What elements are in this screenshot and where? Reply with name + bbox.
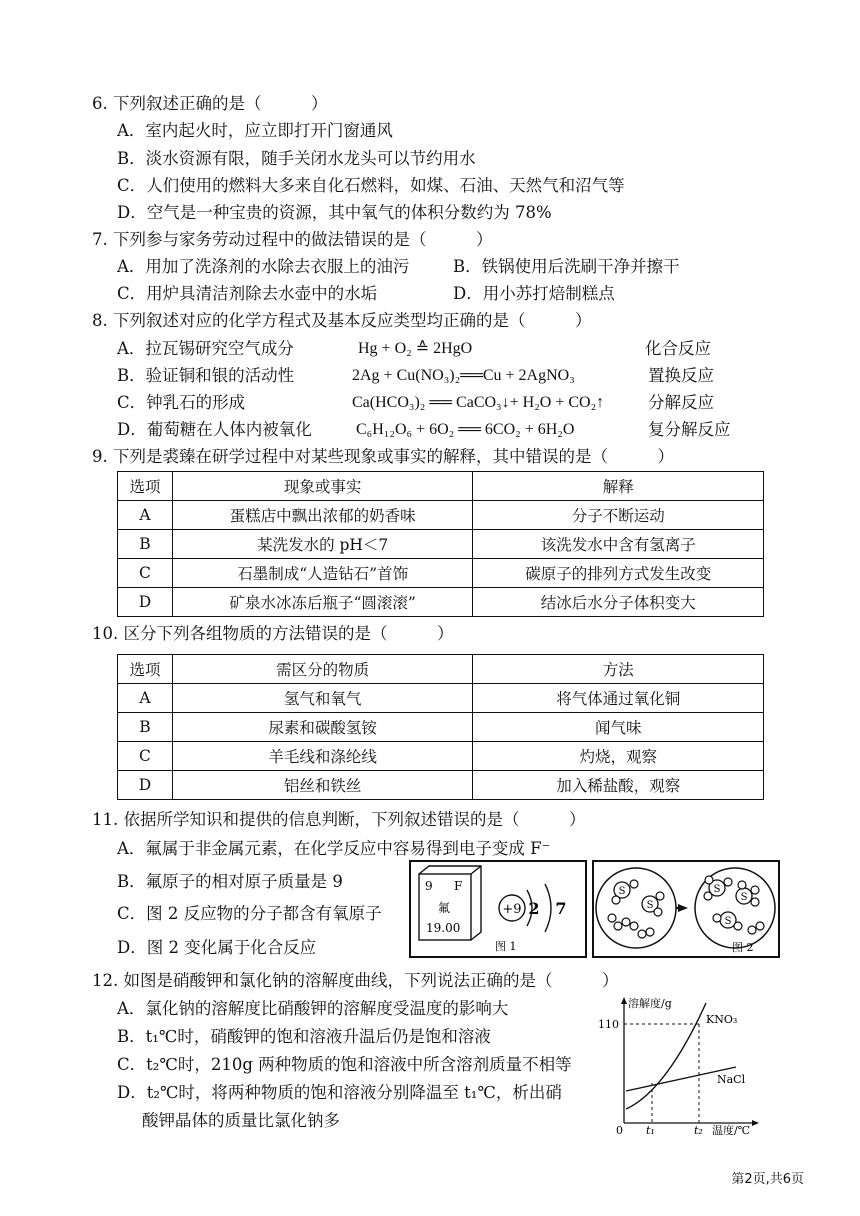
table-row <box>118 588 764 617</box>
figure-1-caption: 图 1 <box>495 940 517 953</box>
q8-row-b-equation: 2Ag + Cu(NO₃)₂══Cu + 2AgNO₃ <box>352 367 575 384</box>
q8-row-d-equation: C₆H₁₂O₆ + 6O₂ ══ 6CO₂ + 6H₂O <box>356 421 575 438</box>
table-cell: D <box>118 771 173 800</box>
table-row <box>118 771 764 800</box>
table-header-row <box>118 655 764 684</box>
q12-option-b: B．t₁℃时，硝酸钾的饱和溶液升温后仍是饱和溶液 <box>117 1027 491 1046</box>
q8-row-d-type: 复分解反应 <box>648 420 731 439</box>
q7-option-d: D．用小苏打焙制糕点 <box>453 284 615 303</box>
table-cell: 将气体通过氧化铜 <box>473 684 764 713</box>
q11-option-b: B．氟原子的相对原子质量是 9 <box>117 872 343 891</box>
q12-option-d: D．t₂℃时，将两种物质的饱和溶液分别降温至 t₁℃，析出硝 <box>117 1083 562 1102</box>
y-axis-label: 溶解度/g <box>628 997 672 1010</box>
table-cell: 尿素和碳酸氢铵 <box>172 713 473 742</box>
figure-2-reaction <box>592 860 780 958</box>
question-6-stem: 6. 下列叙述正确的是（ ） <box>92 94 328 113</box>
atomic-mass: 19.00 <box>426 921 461 935</box>
y-tick-110: 110 <box>598 1018 619 1031</box>
nucleus-charge: +9 <box>502 902 522 917</box>
table-cell: 结冰后水分子体积变大 <box>473 588 764 617</box>
q8-row-b-type: 置换反应 <box>648 366 714 385</box>
table-row <box>118 684 764 713</box>
q8-row-c-label: C．钟乳石的形成 <box>117 393 246 412</box>
x-axis-arrow-icon <box>752 1120 759 1126</box>
sulfur-atom-label: S <box>740 892 748 903</box>
q12-option-a: A．氯化钠的溶解度比硝酸钾的溶解度受温度的影响大 <box>117 999 509 1018</box>
q11-option-a: A．氟属于非金属元素，在化学反应中容易得到电子变成 F⁻ <box>117 839 551 858</box>
table-cell: 矿泉水冰冻后瓶子“圆滚滚” <box>172 588 473 617</box>
table-cell: 氢气和氧气 <box>172 684 473 713</box>
table-header: 现象或事实 <box>172 472 473 501</box>
atomic-number: 9 <box>425 879 433 893</box>
solubility-chart <box>596 995 764 1135</box>
table-row <box>118 742 764 771</box>
table-row <box>118 501 764 530</box>
table-header: 选项 <box>118 655 173 684</box>
table-cell: 碳原子的排列方式发生改变 <box>473 559 764 588</box>
q8-row-a-equation: Hg + O₂ ≙ 2HgO <box>358 340 473 357</box>
sulfur-atom-label: S <box>646 900 654 911</box>
shell-1-electrons: 2 <box>528 899 540 918</box>
q11-option-c: C．图 2 反应物的分子都含有氧原子 <box>117 904 382 923</box>
sulfur-atom-label: S <box>618 886 626 897</box>
reactant-molecules <box>608 880 664 938</box>
table-cell: 灼烧，观察 <box>473 742 764 771</box>
q8-row-c-equation: Ca(HCO₃)₂ ══ CaCO₃↓+ H₂O + CO₂↑ <box>352 394 605 411</box>
sulfur-atom-label: S <box>713 884 721 895</box>
q6-option-c: C．人们使用的燃料大多来自化石燃料，如煤、石油、天然气和沼气等 <box>117 176 625 195</box>
origin-label: 0 <box>616 1124 623 1135</box>
table-cell: 羊毛线和涤纶线 <box>172 742 473 771</box>
nacl-label: NaCl <box>717 1073 746 1086</box>
y-axis-arrow-icon <box>621 997 627 1004</box>
kno3-label: KNO₃ <box>706 1013 738 1026</box>
table-cell: A <box>118 684 173 713</box>
q7-option-a: A．用加了洗涤剂的水除去衣服上的油污 <box>117 257 410 276</box>
q7-option-c: C．用炉具清洁剂除去水壶中的水垢 <box>117 284 378 303</box>
question-9-stem: 9. 下列是裘臻在研学过程中对某些现象或事实的解释，其中错误的是（ ） <box>92 447 674 466</box>
element-symbol: F <box>454 879 463 893</box>
table-row <box>118 713 764 742</box>
q8-row-c-type: 分解反应 <box>648 393 714 412</box>
page-number: 第2页,共6页 <box>731 1172 804 1187</box>
table-header: 需区分的物质 <box>172 655 473 684</box>
table-cell: 铝丝和铁丝 <box>172 771 473 800</box>
table-cell: A <box>118 501 173 530</box>
q12-option-c: C．t₂℃时，210g 两种物质的饱和溶液中所含溶剂质量不相等 <box>117 1055 572 1074</box>
q8-row-b-label: B．验证铜和银的活动性 <box>117 366 295 385</box>
q8-row-a-type: 化合反应 <box>645 339 711 358</box>
table-cell: 分子不断运动 <box>473 501 764 530</box>
question-12-stem: 12. 如图是硝酸钾和氯化钠的溶解度曲线，下列说法正确的是（ ） <box>92 971 619 990</box>
t2-label: t₂ <box>694 1124 703 1135</box>
table-cell: C <box>118 742 173 771</box>
t1-label: t₁ <box>646 1124 655 1135</box>
table-cell: 某洗发水的 pH＜7 <box>172 530 473 559</box>
sulfur-atom-label: S <box>724 916 732 927</box>
q8-row-a-label: A．拉瓦锡研究空气成分 <box>117 339 294 358</box>
figure-2-caption: 图 2 <box>732 941 754 954</box>
q6-option-b: B．淡水资源有限，随手关闭水龙头可以节约用水 <box>117 149 476 168</box>
table-cell: 蛋糕店中飘出浓郁的奶香味 <box>172 501 473 530</box>
table-cell: D <box>118 588 173 617</box>
table-header: 方法 <box>473 655 764 684</box>
q8-row-d-label: D．葡萄糖在人体内被氧化 <box>117 420 312 439</box>
q7-option-b: B．铁锅使用后洗刷干净并擦干 <box>453 257 680 276</box>
x-axis-label: 温度/℃ <box>712 1124 751 1135</box>
q11-option-d: D．图 2 变化属于化合反应 <box>117 938 317 957</box>
q12-option-d-cont: 酸钾晶体的质量比氯化钠多 <box>142 1111 340 1130</box>
table-cell: B <box>118 713 173 742</box>
shell-2-electrons: 7 <box>555 899 567 918</box>
table-row <box>118 530 764 559</box>
q9-table <box>117 471 764 617</box>
q6-option-d: D．空气是一种宝贵的资源，其中氧气的体积分数约为 78% <box>117 203 552 222</box>
table-row <box>118 559 764 588</box>
question-7-stem: 7. 下列参与家务劳动过程中的做法错误的是（ ） <box>92 230 493 249</box>
table-header: 解释 <box>473 472 764 501</box>
question-10-stem: 10. 区分下列各组物质的方法错误的是（ ） <box>92 624 454 643</box>
table-cell: 该洗发水中含有氢离子 <box>473 530 764 559</box>
question-8-stem: 8. 下列叙述对应的化学方程式及基本反应类型均正确的是（ ） <box>92 311 592 330</box>
element-name: 氟 <box>438 901 451 915</box>
figure-1-fluorine <box>409 860 587 958</box>
table-header: 选项 <box>118 472 173 501</box>
kno3-curve <box>626 1003 706 1109</box>
table-header-row <box>118 472 764 501</box>
table-cell: C <box>118 559 173 588</box>
q6-option-a: A．室内起火时，应立即打开门窗通风 <box>117 121 393 140</box>
question-11-stem: 11. 依据所学知识和提供的信息判断，下列叙述错误的是（ ） <box>92 810 586 829</box>
table-cell: 加入稀盐酸，观察 <box>473 771 764 800</box>
q10-table <box>117 654 764 800</box>
table-cell: B <box>118 530 173 559</box>
table-cell: 石墨制成“人造钻石”首饰 <box>172 559 473 588</box>
electron-shell-2 <box>545 884 551 932</box>
product-molecules <box>704 876 764 934</box>
table-cell: 闻气味 <box>473 713 764 742</box>
